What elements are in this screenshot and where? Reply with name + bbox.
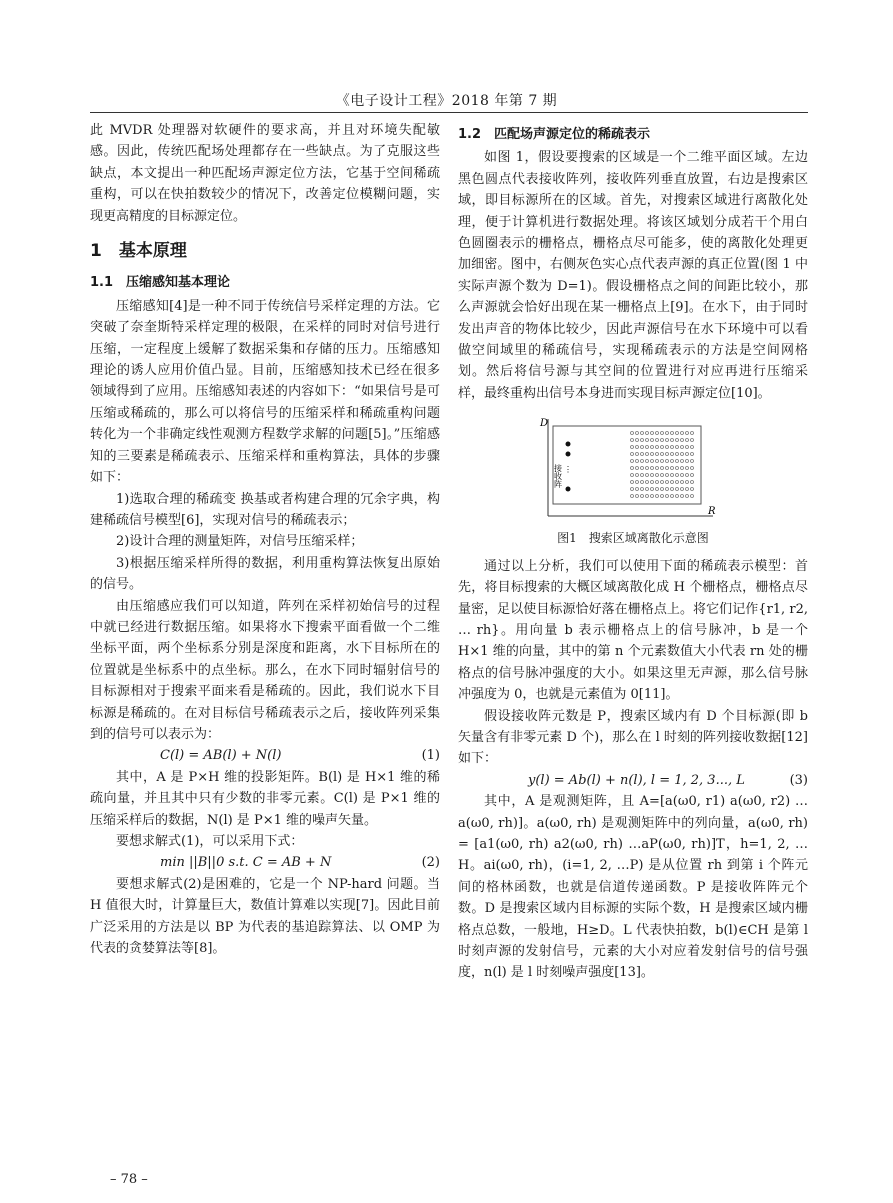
grid-point [676, 495, 679, 498]
paragraph: 要想求解式(1)，可以采用下式： [116, 834, 304, 849]
grid-point [661, 481, 664, 484]
grid-point [631, 474, 634, 477]
grid-point [631, 453, 634, 456]
grid-point [676, 460, 679, 463]
grid-point [676, 467, 679, 470]
grid-point [666, 467, 669, 470]
grid-point [691, 495, 694, 498]
grid-point [641, 488, 644, 491]
page-number: – 78 – [110, 1172, 148, 1187]
grid-point [666, 446, 669, 449]
equation-number: (1) [421, 748, 440, 764]
grid-point [651, 460, 654, 463]
grid-point [636, 439, 639, 442]
grid-point [656, 467, 659, 470]
grid-point [636, 453, 639, 456]
grid-point [671, 495, 674, 498]
axis-label-d: D [540, 418, 549, 430]
grid-point [661, 453, 664, 456]
grid-point [656, 474, 659, 477]
paragraph: 压缩感知[4]是一种不同于传统信号采样定理的方法。它突破了奈奎斯特采样定理的极限，在采样的同时对信号进行压缩，一定程度上缓解了数据采集和存储的压力。压缩感知理论的诱人应用价值凸显。目前，压缩感知技术已经在很多领域得到了应用。压缩感知表述的内容如下：“如果信号是可压缩或稀疏的，那么可以将信号的压缩采样和稀疏重构问题转化为一个非确定线性观测方程数学求解的问题[5]。”压缩感知的三要素是稀疏表示、压缩采样和重构算法，具体的步骤如下： [90, 298, 440, 486]
paragraph: 通过以上分析，我们可以使用下面的稀疏表示模型：首先，将目标搜索的大概区域离散化成 H 个栅格点，栅格点尽量密，足以使目标源恰好落在栅格点上。将它们记作{r1, r2, … rh}。用向量 b 表示栅格点上的信号脉冲，b 是一个 H×1 维的向量，其中的第 n 个元素数值大小代表 rn 处的栅格点的信号脉冲强度的大小。如果这里无声源，那么信号脉冲强度为 0，也就是元素值为 0[11]。 [458, 558, 808, 703]
grid-point [676, 474, 679, 477]
grid-point [691, 481, 694, 484]
grid-point [681, 453, 684, 456]
grid-point [691, 474, 694, 477]
equation-3 [458, 770, 808, 791]
grid-point [681, 481, 684, 484]
grid-point [686, 439, 689, 442]
grid-point [646, 481, 649, 484]
grid-point [646, 460, 649, 463]
grid-point [691, 439, 694, 442]
grid-point [681, 446, 684, 449]
left-column [90, 120, 440, 959]
grid-point [631, 495, 634, 498]
header-rule [90, 112, 808, 113]
paragraph: 如图 1，假设要搜索的区域是一个二维平面区域。左边黑色圆点代表接收阵列，接收阵列垂直放置，右边是搜索区域，即目标源所在的区域。首先，对搜索区域进行离散化处理，便于计算机进行数据处理。将该区域划分成若干个用白色圆圈表示的栅格点，栅格点尽可能多，使的离散化处理更加细密。图中，右侧灰色实心点代表声源的真正位置(图 1 中实际声源个数为 D=1)。假设栅格点之间的间距比较小，那么声源就会恰好出现在某一栅格点上[9]。在水下，由于同时发出声音的物体比较少，因此声源信号在水下环境中可以看做空间域里的稀疏信号，实现稀疏表示的方法是空间网格划。然后将信号源与其空间的位置进行对应再进行压缩采样，最终重构出信号本身进而实现目标声源定位[10]。 [458, 150, 808, 401]
grid-point [651, 481, 654, 484]
grid-point [686, 453, 689, 456]
grid-point [636, 495, 639, 498]
grid-point [676, 446, 679, 449]
grid-point [676, 432, 679, 435]
grid-point [661, 446, 664, 449]
search-region [553, 426, 701, 504]
section-heading-1-1: 1.1 压缩感知基本理论 [90, 275, 231, 291]
grid-point [651, 467, 654, 470]
grid-point [661, 467, 664, 470]
intro-paragraph: 此 MVDR 处理器对软硬件的要求高，并且对环境失配敏感。因此，传统匹配场处理都存在一些缺点。为了克服这些缺点，本文提出一种匹配场声源定位方法，它基于空间稀疏重构，可以在快拍数较少的情况下，改善定位模糊问题，实现更高精度的目标源定位。 [90, 123, 440, 224]
grid-point [686, 495, 689, 498]
grid-point [636, 474, 639, 477]
grid-points [631, 432, 694, 498]
grid-point [656, 481, 659, 484]
grid-point [636, 481, 639, 484]
grid-point [646, 495, 649, 498]
grid-point [681, 439, 684, 442]
grid-point [681, 460, 684, 463]
paragraph: 其中，A 是观测矩阵，且 A=[a(ω0, r1) a(ω0, r2) … a(ω0, rh)]。a(ω0, rh) 是观测矩阵中的列向量，a(ω0, rh) = [a1(ω0, rh) a2(ω0, rh) …aP(ω0, rh)]T，h=1, 2, …H。ai(ω0, rh)，(i=1, 2, …P) 是从位置 rh 到第 i 个阵元间的格林函数，也就是信道传递函数。P 是接收阵阵元个数。D 是搜索区域内目标源的实际个数，H 是搜索区域内栅格点总数，一般地，H≥D。L 代表快拍数，b(l)∈CH 是第 l 时刻声源的发射信号，元素的大小对应着发射信号的信号强度，n(l) 是 l 时刻噪声强度[13]。 [458, 794, 808, 981]
grid-point [636, 460, 639, 463]
grid-point [686, 460, 689, 463]
grid-point [686, 467, 689, 470]
grid-point [641, 460, 644, 463]
section-heading-1: 1 基本原理 [90, 241, 187, 262]
array-element [566, 452, 571, 457]
grid-point [671, 467, 674, 470]
grid-point [651, 495, 654, 498]
grid-point [691, 453, 694, 456]
grid-point [686, 446, 689, 449]
grid-point [646, 488, 649, 491]
step-1: 1)选取合理的稀疏变 换基或者构建合理的冗余字典，构建稀疏信号模型[6]，实现对信号的稀疏表示； [90, 491, 440, 528]
grid-point [666, 439, 669, 442]
grid-point [656, 453, 659, 456]
grid-point [641, 467, 644, 470]
grid-point [651, 474, 654, 477]
grid-point [651, 488, 654, 491]
grid-point [631, 467, 634, 470]
array-label: 接收阵 [553, 464, 563, 489]
grid-point [686, 474, 689, 477]
grid-point [691, 432, 694, 435]
grid-point [661, 488, 664, 491]
equation-text: y(l) = Ab(l) + n(l), l = 1, 2, 3..., L [528, 772, 745, 788]
grid-point [681, 467, 684, 470]
grid-point [661, 439, 664, 442]
grid-point [646, 446, 649, 449]
grid-point [661, 460, 664, 463]
equation-text: C(l) = AB(l) + N(l) [160, 748, 282, 764]
grid-point [656, 439, 659, 442]
equation-2 [90, 852, 440, 873]
paragraph: 由压缩感应我们可以知道，阵列在采样初始信号的过程中就已经进行数据压缩。如果将水下搜索平面看做一个二维坐标平面，两个坐标系分别是深度和距离，水下目标所在的位置就是坐标系中的点坐标。那么，在水下同时辐射信号的目标源相对于搜索平面来看是稀疏的。因此，我们说水下目标源是稀疏的。在对目标信号稀疏表示之后，接收阵列采集到的信号可以表示为： [90, 598, 440, 742]
grid-point [651, 446, 654, 449]
figure-caption: 图1 搜索区域离散化示意图 [557, 531, 709, 546]
grid-point [646, 474, 649, 477]
grid-point [641, 495, 644, 498]
grid-point [666, 481, 669, 484]
grid-point [656, 460, 659, 463]
grid-point [681, 495, 684, 498]
section-heading-1-2: 1.2 匹配场声源定位的稀疏表示 [458, 127, 651, 142]
grid-point [676, 481, 679, 484]
grid-point [671, 474, 674, 477]
grid-point [686, 432, 689, 435]
step-2: 2)设计合理的测量矩阵，对信号压缩采样； [116, 534, 364, 550]
grid-point [646, 467, 649, 470]
grid-point [631, 460, 634, 463]
grid-point [666, 453, 669, 456]
grid-point [641, 453, 644, 456]
grid-point [671, 446, 674, 449]
grid-point [686, 488, 689, 491]
grid-point [641, 474, 644, 477]
grid-point [676, 439, 679, 442]
grid-point [656, 432, 659, 435]
array-element [566, 442, 571, 447]
grid-point [681, 432, 684, 435]
grid-point [651, 453, 654, 456]
grid-point [646, 453, 649, 456]
grid-point [636, 488, 639, 491]
grid-point [661, 474, 664, 477]
grid-point [691, 446, 694, 449]
paragraph: 要想求解式(2)是困难的，它是一个 NP-hard 问题。当 H 值很大时，计算量巨大，数值计算难以实现[7]。因此目前广泛采用的方法是以 BP 为代表的基追踪算法、以 OMP 为代表的贪婪算法等[8]。 [90, 876, 440, 957]
grid-point [641, 446, 644, 449]
grid-point [691, 467, 694, 470]
grid-point [671, 488, 674, 491]
grid-point [636, 446, 639, 449]
grid-point [651, 432, 654, 435]
equation-1 [90, 745, 440, 766]
search-grid-diagram [458, 414, 808, 524]
equation-text: min ||B||0 s.t. C = AB + N [160, 855, 332, 871]
grid-point [656, 488, 659, 491]
grid-point [656, 495, 659, 498]
grid-point [671, 460, 674, 463]
grid-point [666, 432, 669, 435]
grid-point [691, 460, 694, 463]
figure-1 [458, 414, 808, 524]
axis-label-r: R [708, 506, 716, 518]
grid-point [671, 432, 674, 435]
grid-point [676, 488, 679, 491]
grid-point [631, 432, 634, 435]
paragraph: 其中，A 是 P×H 维的投影矩阵。B(l) 是 H×1 维的稀疏向量，并且其中只有少数的非零元素。C(l) 是 P×1 维的压缩采样后的数据，N(l) 是 P×1 维的噪声矢量。 [90, 769, 440, 828]
equation-number: (3) [789, 772, 808, 788]
grid-point [641, 481, 644, 484]
grid-point [671, 481, 674, 484]
grid-point [666, 495, 669, 498]
grid-point [661, 432, 664, 435]
grid-point [666, 488, 669, 491]
grid-point [666, 474, 669, 477]
grid-point [681, 474, 684, 477]
grid-point [631, 446, 634, 449]
grid-point [631, 488, 634, 491]
grid-point [666, 460, 669, 463]
grid-point [676, 453, 679, 456]
grid-point [641, 432, 644, 435]
grid-point [671, 439, 674, 442]
grid-point [656, 446, 659, 449]
grid-point [681, 488, 684, 491]
grid-point [651, 439, 654, 442]
grid-point [631, 481, 634, 484]
grid-point [691, 488, 694, 491]
grid-point [686, 481, 689, 484]
grid-point [641, 439, 644, 442]
step-3: 3)根据压缩采样所得的数据，利用重构算法恢复出原始的信号。 [90, 555, 440, 593]
grid-point [661, 495, 664, 498]
right-column [458, 120, 808, 984]
grid-point [671, 453, 674, 456]
grid-point [646, 432, 649, 435]
grid-point [631, 439, 634, 442]
array-ellipsis: ⋮ [564, 465, 572, 475]
array-element [566, 487, 571, 492]
equation-number: (2) [421, 855, 440, 871]
grid-point [646, 439, 649, 442]
journal-header: 《电子设计工程》2018 年第 7 期 [335, 93, 558, 109]
paragraph: 假设接收阵元数是 P，搜索区域内有 D 个目标源(即 b 矢量含有非零元素 D 个)，那么在 l 时刻的阵列接收数据[12]如下： [458, 708, 808, 767]
grid-point [636, 467, 639, 470]
grid-point [636, 432, 639, 435]
